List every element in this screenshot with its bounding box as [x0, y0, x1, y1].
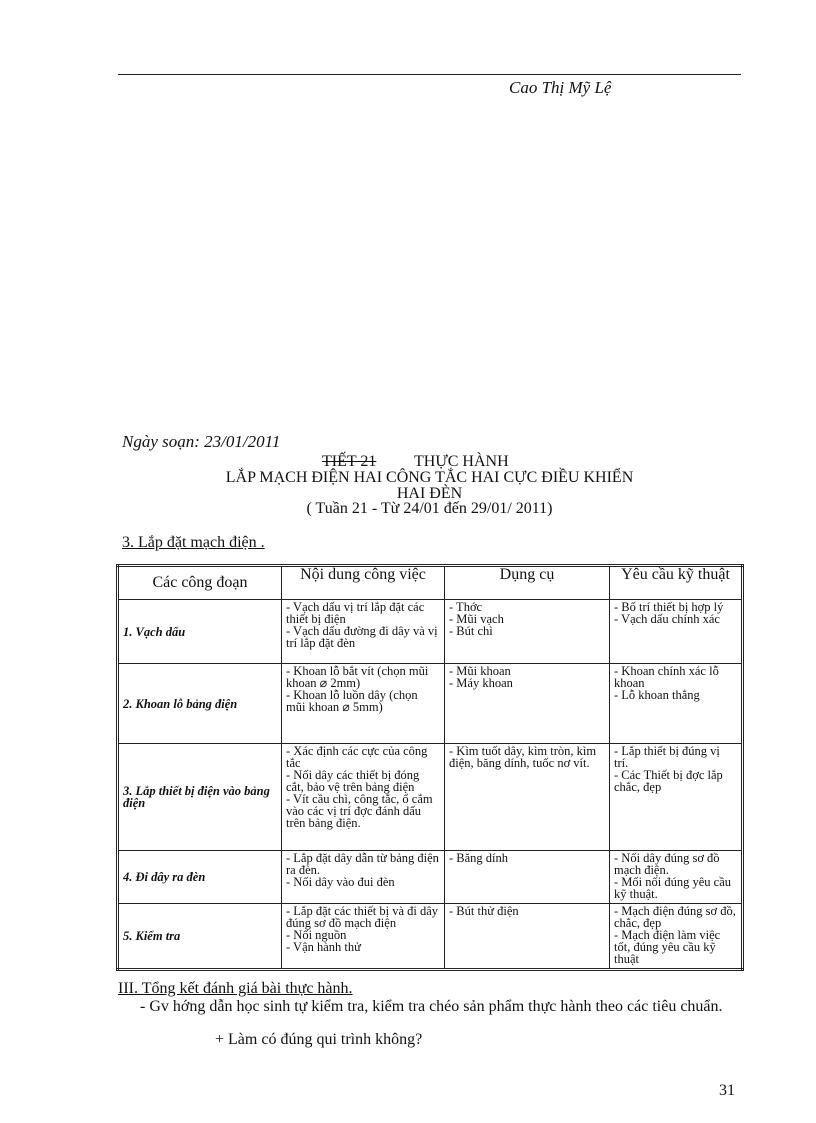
requirements-cell: [610, 600, 743, 664]
requirement-line: - Bố trí thiết bị hợp lý: [614, 600, 724, 614]
tools-line: - Bút thử điện: [449, 904, 519, 918]
requirements-cell: [610, 744, 743, 851]
requirements-cell: [610, 904, 743, 970]
content-line: - Nối dây vào đui đèn: [286, 875, 395, 889]
requirement-line: - Nối dây đúng sơ đồ mạch điện.: [614, 851, 720, 877]
requirement-line: - Vạch dấu chính xác: [614, 612, 720, 626]
content-line: - Nối nguồn: [286, 928, 347, 942]
tools-line: - Thớc: [449, 600, 483, 614]
content-line: - Vạch dấu vị trí lắp đặt các thiết bị điện: [286, 600, 425, 626]
tools-line: - Bút chì: [449, 624, 493, 638]
tools-cell: [445, 664, 610, 744]
table-row: [118, 851, 743, 904]
author-name: Cao Thị Mỹ Lệ: [509, 78, 612, 97]
content-line: - Khoan lỗ luồn dây (chọn mũi khoan ⌀ 5mm): [286, 688, 418, 714]
tools-cell: [445, 904, 610, 970]
period-label: TIẾT 21: [322, 453, 377, 470]
stage-cell: 2. Khoan lỗ bảng điện: [118, 664, 282, 744]
requirement-line: - Các Thiết bị đợc lắp chắc, đẹp: [614, 768, 723, 794]
tools-line: - Mũi khoan: [449, 664, 511, 678]
summary-heading: III. Tổng kết đánh giá bài thực hành.: [118, 980, 353, 997]
header-requirements: Yêu cầu kỹ thuật: [610, 566, 743, 600]
tools-cell: [445, 744, 610, 851]
stage-cell: 3. Lắp thiết bị điện vào bảng điện: [118, 744, 282, 851]
tools-line: - Kìm tuốt dây, kìm tròn, kìm điện, băng dính, tuốc nơ vít.: [449, 744, 597, 770]
lesson-topic: THỰC HÀNH: [414, 453, 509, 470]
tools-line: - Máy khoan: [449, 676, 513, 690]
page-number: 31: [719, 1082, 735, 1099]
content-cell: [282, 600, 445, 664]
requirement-line: - Mối nối đúng yêu cầu kỹ thuật.: [614, 875, 731, 901]
content-line: - Lắp đặt dây dẫn từ bảng điện ra đèn.: [286, 851, 439, 877]
requirement-line: - Lắp thiết bị đúng vị trí.: [614, 744, 720, 770]
table-row: [118, 744, 743, 851]
table-header-row: [118, 566, 743, 600]
summary-paragraph: - Gv hớng dẫn học sinh tự kiểm tra, kiểm tra chéo sản phẩm thực hành theo các tiêu chuẩn.: [140, 998, 723, 1015]
table-row: [118, 600, 743, 664]
requirement-line: - Lỗ khoan thẳng: [614, 688, 700, 702]
header-content: Nội dung công việc: [282, 566, 445, 600]
header-rule: [118, 74, 741, 75]
content-cell: [282, 851, 445, 904]
header-stage: Các công đoạn: [118, 566, 282, 600]
requirement-line: - Mạch điện đúng sơ đồ, chắc, đẹp: [614, 904, 736, 930]
lesson-title-line2: HAI ĐÈN: [396, 485, 463, 502]
table-row: [118, 664, 743, 744]
content-line: - Vận hành thử: [286, 940, 361, 954]
content-line: - Lắp đặt các thiết bị và đi dây đúng sơ đồ mạch điện: [286, 904, 439, 930]
stage-cell: 5. Kiểm tra: [118, 904, 282, 970]
requirements-cell: [610, 664, 743, 744]
summary-criterion: + Làm có đúng qui trình không?: [215, 1031, 423, 1048]
requirements-cell: [610, 851, 743, 904]
section-heading: 3. Lắp đặt mạch điện .: [122, 534, 265, 551]
stage-cell: 4. Đi dây ra đèn: [118, 851, 282, 904]
lesson-title-line1: LẮP MẠCH ĐIỆN HAI CÔNG TẮC HAI CỰC ĐIỀU KHIỂN: [225, 469, 634, 486]
content-line: - Vít cầu chì, công tắc, ổ cắm vào các vị trí đợc đánh dấu trên bảng điện.: [286, 792, 433, 830]
content-line: - Vạch dấu đường đi dây và vị trí lắp đặt đèn: [286, 624, 438, 650]
requirement-line: - Mạch điện làm việc tốt, đúng yêu cầu kỹ thuật: [614, 928, 721, 966]
content-line: - Khoan lỗ bắt vít (chọn mũi khoan ⌀ 2mm): [286, 664, 429, 690]
content-cell: [282, 664, 445, 744]
week-range: ( Tuần 21 - Từ 24/01 đến 29/01/ 2011): [306, 500, 553, 517]
tools-cell: [445, 600, 610, 664]
table-row: [118, 904, 743, 970]
tools-line: - Mũi vạch: [449, 612, 504, 626]
content-cell: [282, 744, 445, 851]
requirement-line: - Khoan chính xác lỗ khoan: [614, 664, 719, 690]
preparation-date: Ngày soạn: 23/01/2011: [122, 432, 281, 451]
tools-line: - Băng dính: [449, 851, 509, 865]
work-steps-table: [116, 564, 744, 971]
stage-cell: 1. Vạch dấu: [118, 600, 282, 664]
content-line: - Xác định các cực của công tắc: [286, 744, 428, 770]
content-line: - Nối dây các thiết bị đóng cắt, bảo vệ trên bảng điện: [286, 768, 420, 794]
tools-cell: [445, 851, 610, 904]
content-cell: [282, 904, 445, 970]
header-tools: Dụng cụ: [445, 566, 610, 600]
